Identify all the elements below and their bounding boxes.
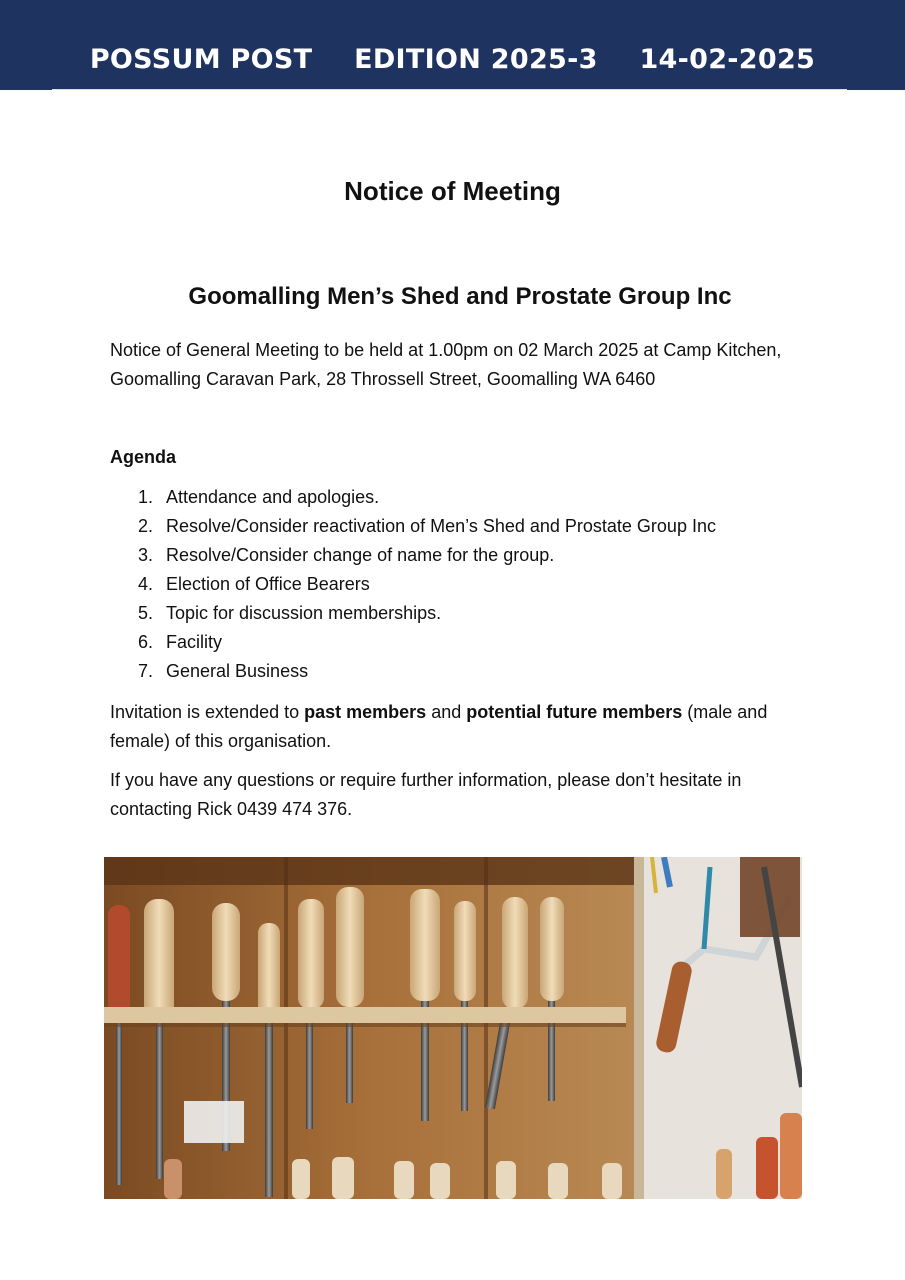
agenda-item: 2. Resolve/Consider reactivation of Men’s Shed and Prostate Group Inc [138,516,716,536]
agenda-item: 1. Attendance and apologies. [138,487,380,507]
rack-bar [104,1007,626,1023]
meeting-notice-paragraph: Notice of General Meeting to be held at 1.00pm on 02 March 2025 at Camp Kitchen, Goomalling Caravan Park, 28 Throssell Street, Goomalling WA 6460 [110,340,782,389]
agenda-list [138,483,716,686]
agenda-item: 4. Election of Office Bearers [138,574,370,594]
contact-paragraph: If you have any questions or require further information, please don’t hesitate in contacting Rick 0439 474 376. [110,770,742,819]
banner-divider [52,89,847,90]
chisel-rack-photo [104,857,802,1199]
page-title: Notice of Meeting [344,176,561,206]
agenda-heading: Agenda [110,447,177,467]
agenda-item: 5. Topic for discussion memberships. [138,603,442,623]
masthead-banner [0,0,905,90]
agenda-item: 6. Facility [138,632,223,652]
publication-name: POSSUM POST [89,44,313,75]
agenda-item: 7. General Business [138,661,309,681]
invite-past-members: past members [304,702,427,722]
edition-date: 14-02-2025 [639,44,816,75]
invite-future-members: potential future members [466,702,683,722]
masthead-text [0,44,905,84]
edition-number: EDITION 2025-3 [354,44,598,75]
organisation-heading: Goomalling Men’s Shed and Prostate Group Inc [188,283,732,310]
agenda-item: 3. Resolve/Consider change of name for the group. [138,545,555,565]
chisel-rack-illustration [104,857,802,1199]
invitation-paragraph: Invitation is extended to past members and potential future members (male and female) of this organisation. [110,702,768,751]
